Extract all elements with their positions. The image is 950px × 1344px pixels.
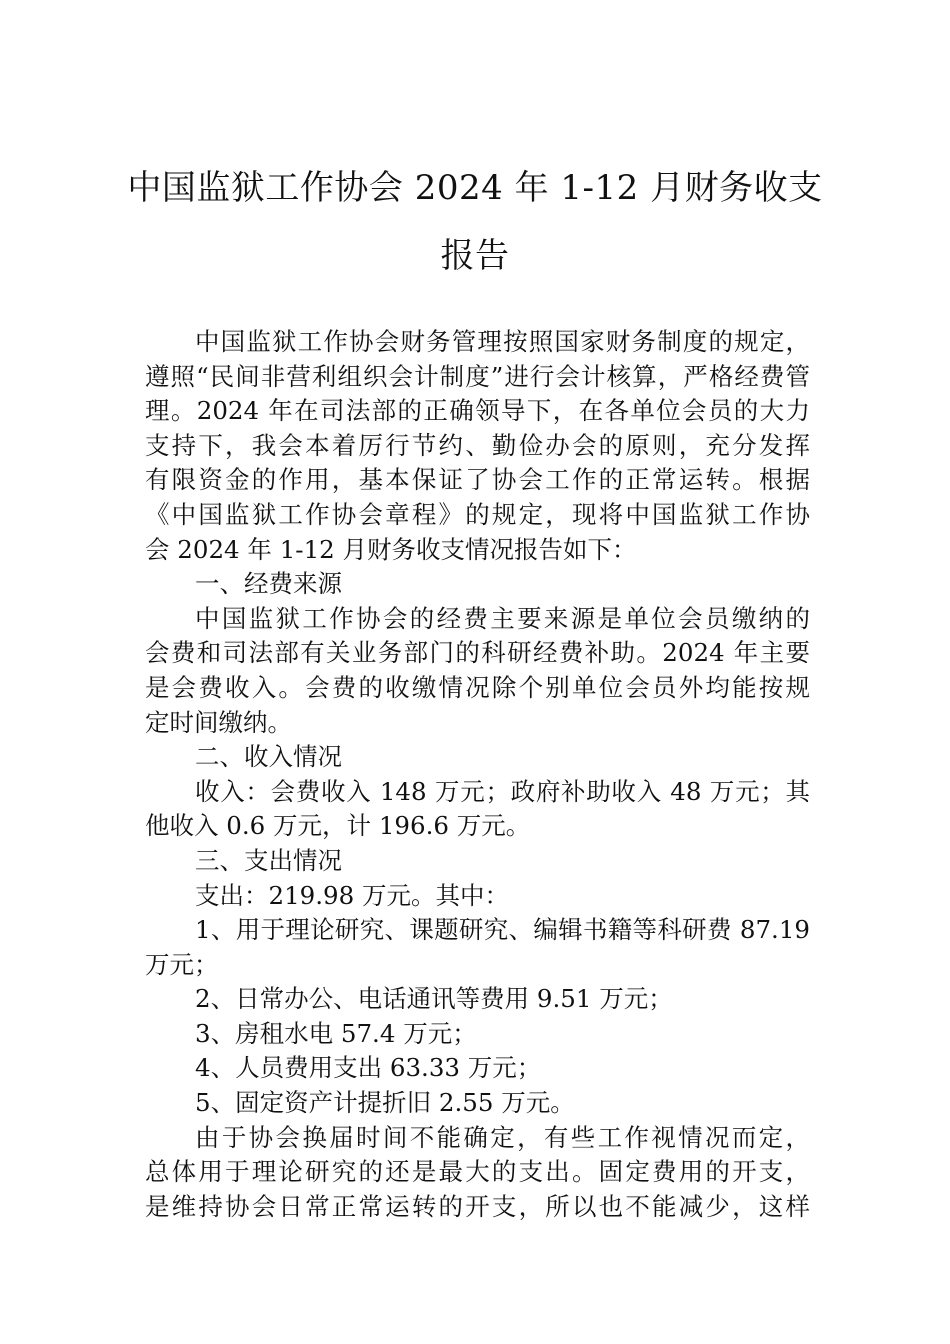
expense-item-continued: 万元； (145, 949, 219, 979)
paragraph-line: 中国监狱工作协会财务管理按照国家财务制度的规定， (195, 327, 810, 356)
paragraph-line: 有限资金的作用，基本保证了协会工作的正常运转。根据 (145, 465, 810, 495)
paragraph-line: 遵照“民间非营利组织会计制度”进行会计核算，严格经费管 (145, 361, 810, 391)
section-heading-funding-source: 一、经费来源 (195, 569, 342, 599)
paragraph-line: 支出：219.98 万元。其中： (195, 880, 510, 910)
section-heading-income: 二、收入情况 (195, 742, 342, 772)
paragraph-line: 支持下，我会本着厉行节约、勤俭办会的原则，充分发挥 (145, 430, 810, 460)
expense-item: 3、房租水电 57.4 万元； (195, 1018, 477, 1048)
paragraph-line: 《中国监狱工作协会章程》的规定，现将中国监狱工作协 (145, 499, 810, 529)
paragraph-line: 是会费收入。会费的收缴情况除个别单位会员外均能按规 (145, 672, 810, 702)
paragraph-line: 收入：会费收入 148 万元；政府补助收入 48 万元；其 (195, 776, 810, 806)
expense-item: 2、日常办公、电话通讯等费用 9.51 万元； (195, 984, 673, 1014)
expense-item: 4、人员费用支出 63.33 万元； (195, 1053, 542, 1083)
paragraph-line: 总体用于理论研究的还是最大的支出。固定费用的开支， (145, 1157, 810, 1187)
section-heading-expenditure: 三、支出情况 (195, 845, 342, 875)
paragraph-line: 理。2024 年在司法部的正确领导下，在各单位会员的大力 (145, 396, 810, 426)
paragraph-line: 他收入 0.6 万元，计 196.6 万元。 (145, 811, 531, 841)
paragraph-line: 会 2024 年 1-12 月财务收支情况报告如下： (145, 534, 637, 564)
paragraph-line: 中国监狱工作协会的经费主要来源是单位会员缴纳的 (195, 603, 810, 633)
expense-item: 5、固定资产计提折旧 2.55 万元。 (195, 1088, 575, 1118)
expense-item: 1、用于理论研究、课题研究、编辑书籍等科研费 87.19 (195, 915, 810, 945)
document-title-line-1: 中国监狱工作协会 2024 年 1-12 月财务收支 (127, 168, 823, 208)
paragraph-line: 定时间缴纳。 (145, 707, 292, 737)
paragraph-line: 由于协会换届时间不能确定，有些工作视情况而定， (195, 1122, 810, 1152)
document-body (145, 325, 810, 1224)
paragraph-line: 会费和司法部有关业务部门的科研经费补助。2024 年主要 (145, 638, 810, 668)
paragraph-line: 是维持协会日常正常运转的开支，所以也不能减少，这样 (145, 1191, 810, 1221)
document-title-line-2: 报告 (440, 236, 510, 276)
